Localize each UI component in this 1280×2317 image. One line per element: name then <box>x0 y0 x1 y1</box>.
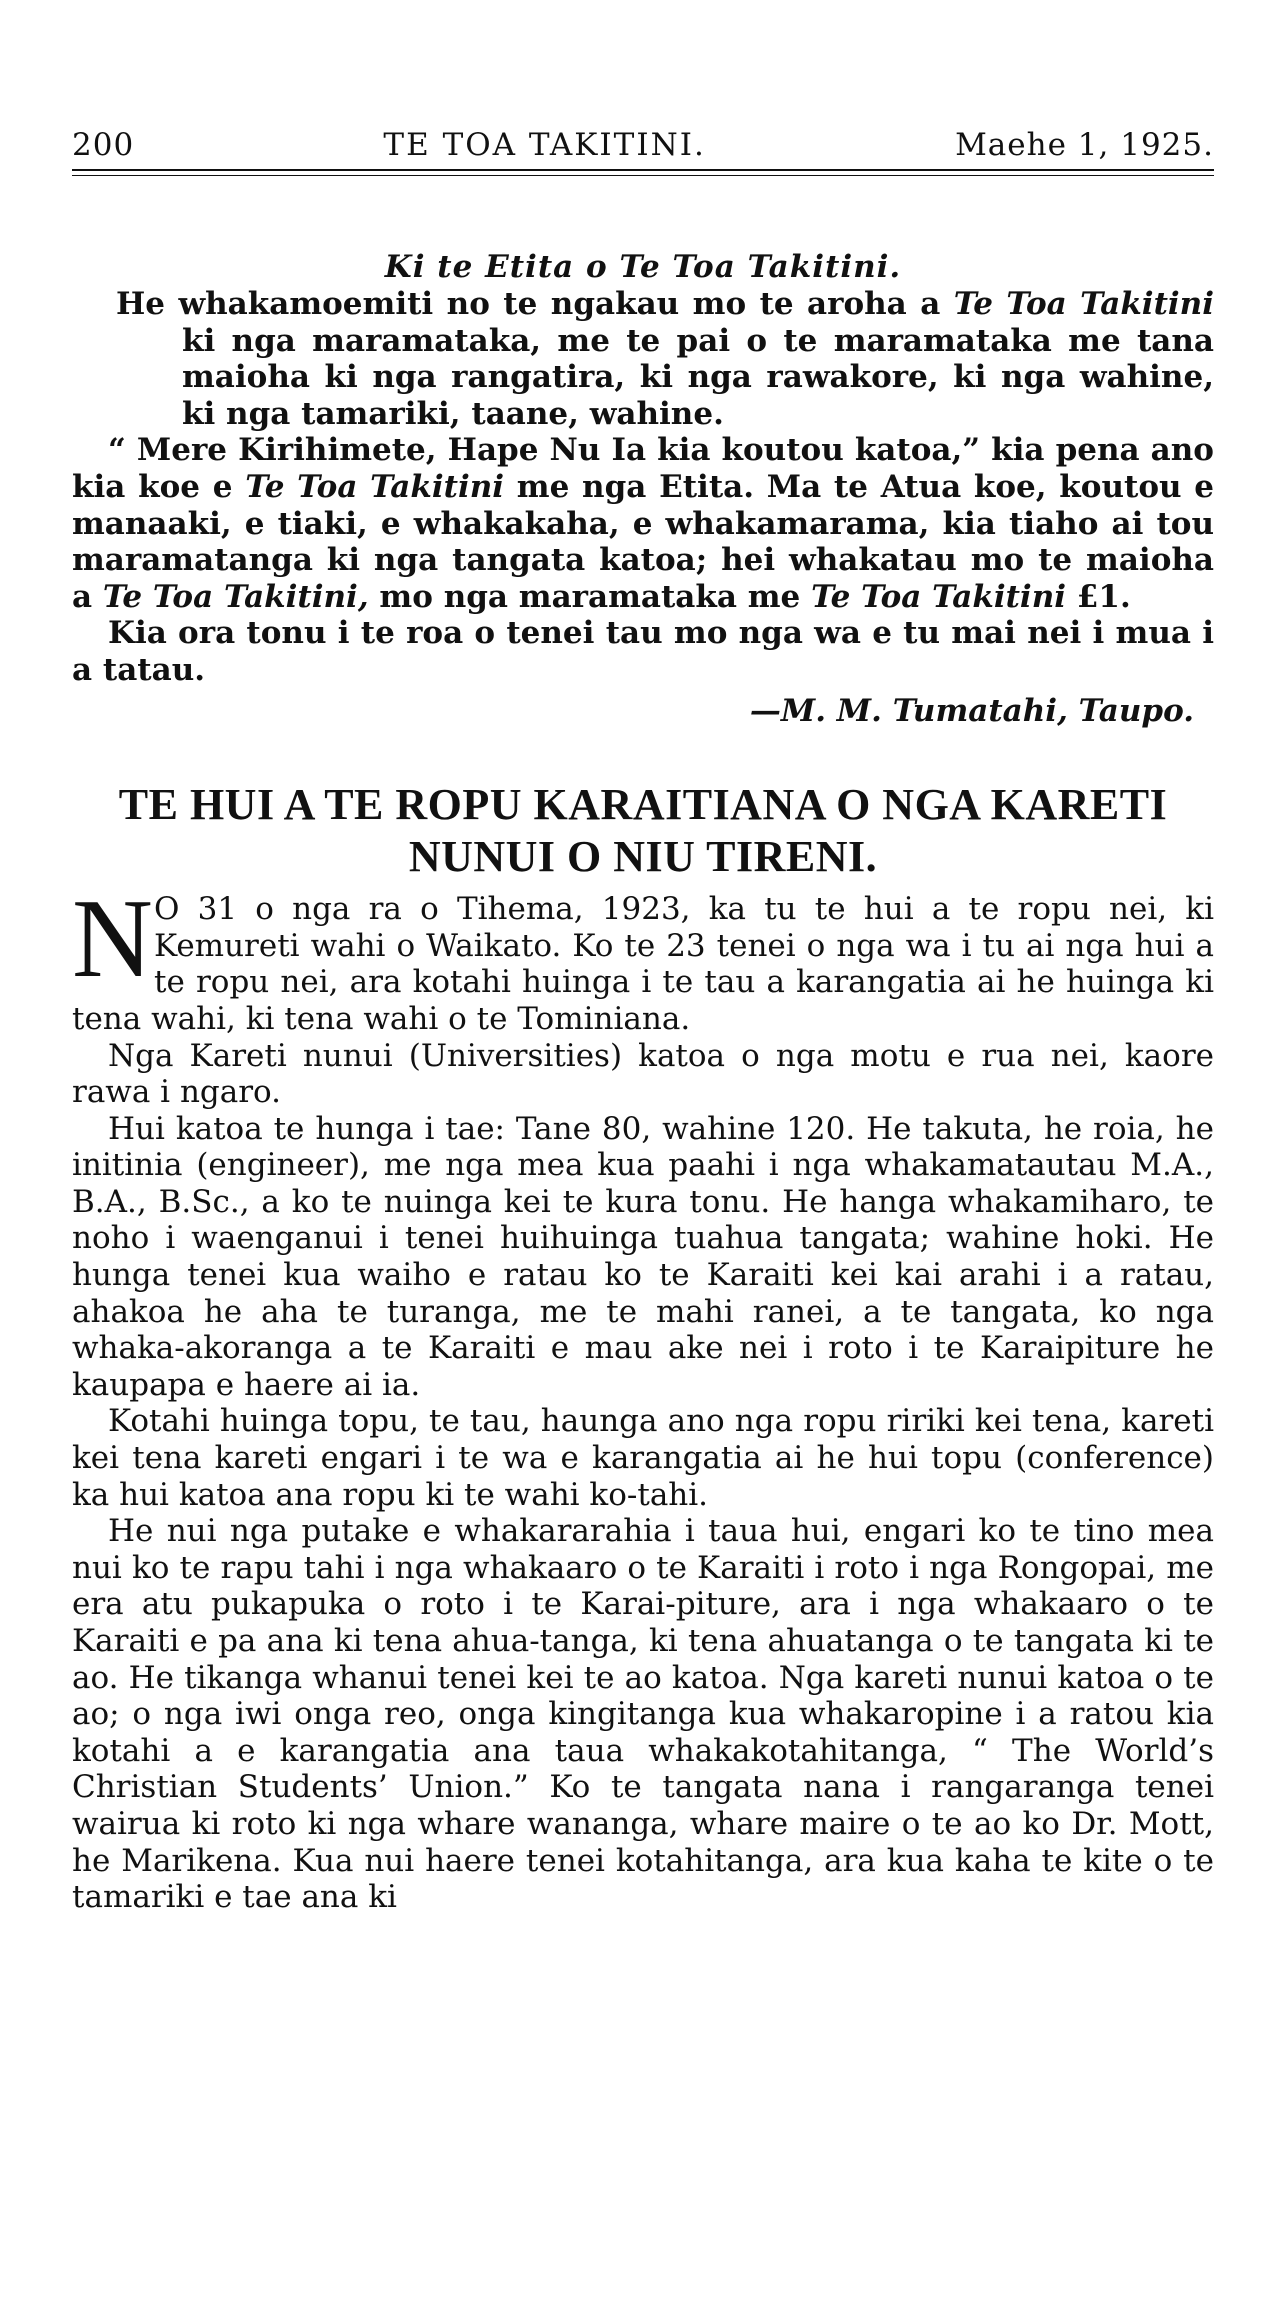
article-heading: TE HUI A TE ROPU KARAITIANA O NGA KARETI NUNUI O NIU TIRENI. <box>118 780 1168 882</box>
article-paragraph-5: He nui nga putake e whakararahia i taua hui, engari ko te tino mea nui ko te rapu tahi i nga whakaaro o te Karaiti i roto i nga Rongopai, me era atu pukapuka o roto i te Karai-piture, ara i nga whakaaro o te Karaiti e pa ana ki tena ahua-tanga, ki tena ahuatanga o te tangata ki te ao. He tikanga whanui tenei kei te ao katoa. Nga kareti nunui katoa o te ao; o nga iwi onga reo, onga kingitanga kua whakaropine i a ratou kia kotahi a e karangatia ana taua whakakotahitanga, “ The World’s Christian Students’ Union.” Ko te tangata nana i rangaranga tenei wairua ki roto ki nga whare wananga, whare maire o te ao ko Dr. Mott, he Marikena. Kua nui haere tenei kotahitanga, ara kua kaha te kite o te tamariki e tae ana ki <box>72 1513 1214 1916</box>
article-paragraph-2: Nga Kareti nunui (Universities) katoa o nga motu e rua nei, kaore rawa i ngaro. <box>72 1037 1214 1111</box>
running-header <box>72 127 1214 163</box>
letter-heading: Ki te Etita o Te Toa Takitini. <box>384 249 902 285</box>
publication-name: Te Toa Takitini, <box>102 578 369 615</box>
publication-name: Te Toa Takitini <box>953 286 1214 322</box>
article-paragraph-4: Kotahi huinga topu, te tau, haunga ano nga ropu ririki kei tena, kareti kei tena kareti engari i te wa e karangatia ai he hui topu (conference) ka hui katoa ana ropu ki te wahi ko-tahi. <box>72 1403 1214 1513</box>
header-rule <box>72 169 1214 176</box>
publication-name: Te Toa Takitini <box>245 468 505 505</box>
article-paragraph-1: N O 31 o nga ra o Tihema, 1923, ka tu te hui a te ropu nei, ki Kemureti wahi o Waikato. Ko te 23 tenei o nga wa i tu ai nga hui a te ropu nei, ara kotahi huinga i te tau a karangatia ai he huinga ki tena wahi, ki tena wahi o te Tominiana. <box>72 877 1214 1037</box>
letter-paragraph-1: He whakamoemiti no te ngakau mo te aroha a Te Toa Takitini ki nga maramataka, me te pai o te maramataka me tana maioha ki nga rangatira, ki nga rawakore, ki nga wahine, ki nga tamariki, taane, wahine. <box>116 286 1214 432</box>
letter-paragraph-3: Kia ora tonu i te roa o tenei tau mo nga wa e tu mai nei i mua i a tatau. <box>72 615 1214 688</box>
issue-date: Maehe 1, 1925. <box>955 127 1214 163</box>
drop-cap: N <box>72 877 153 1002</box>
publication-name: Te Toa Takitini <box>811 578 1067 615</box>
letter-body <box>72 286 1214 729</box>
publication-title: TE TOA TAKITINI. <box>383 127 706 163</box>
document-page <box>72 127 1215 1916</box>
letter-signature: —M. M. Tumatahi, Taupo. <box>749 692 1194 729</box>
article-body <box>72 877 1214 1916</box>
page-number: 200 <box>72 127 135 163</box>
article-paragraph-3: Hui katoa te hunga i tae: Tane 80, wahine 120. He takuta, he roia, he initinia (engineer), me nga mea kua paahi i nga whakamatautau M.A., B.A., B.Sc., a ko te nuinga kei te kura tonu. He hanga whakamiharo, te noho i waenganui i tenei huihuinga tuahua tangata; wahine hoki. He hunga tenei kua waiho e ratau ko te Karaiti kei kai arahi i a ratau, ahakoa he aha te turanga, me te mahi ranei, a te tangata, ko nga whaka-akoranga a te Karaiti e mau ake nei i roto i te Karaipiture he kaupapa e haere ai ia. <box>72 1110 1214 1403</box>
letter-paragraph-2: “ Mere Kirihimete, Hape Nu Ia kia koutou katoa,” kia pena ano kia koe e Te Toa Takitini me nga Etita. Ma te Atua koe, koutou e manaaki, e tiaki, e whakakaha, e whakamarama, kia tiaho ai tou maramatanga ki nga tangata katoa; hei whakatau mo te maioha a Te Toa Takitini, mo nga maramataka me Te Toa Takitini £1. <box>72 432 1215 615</box>
